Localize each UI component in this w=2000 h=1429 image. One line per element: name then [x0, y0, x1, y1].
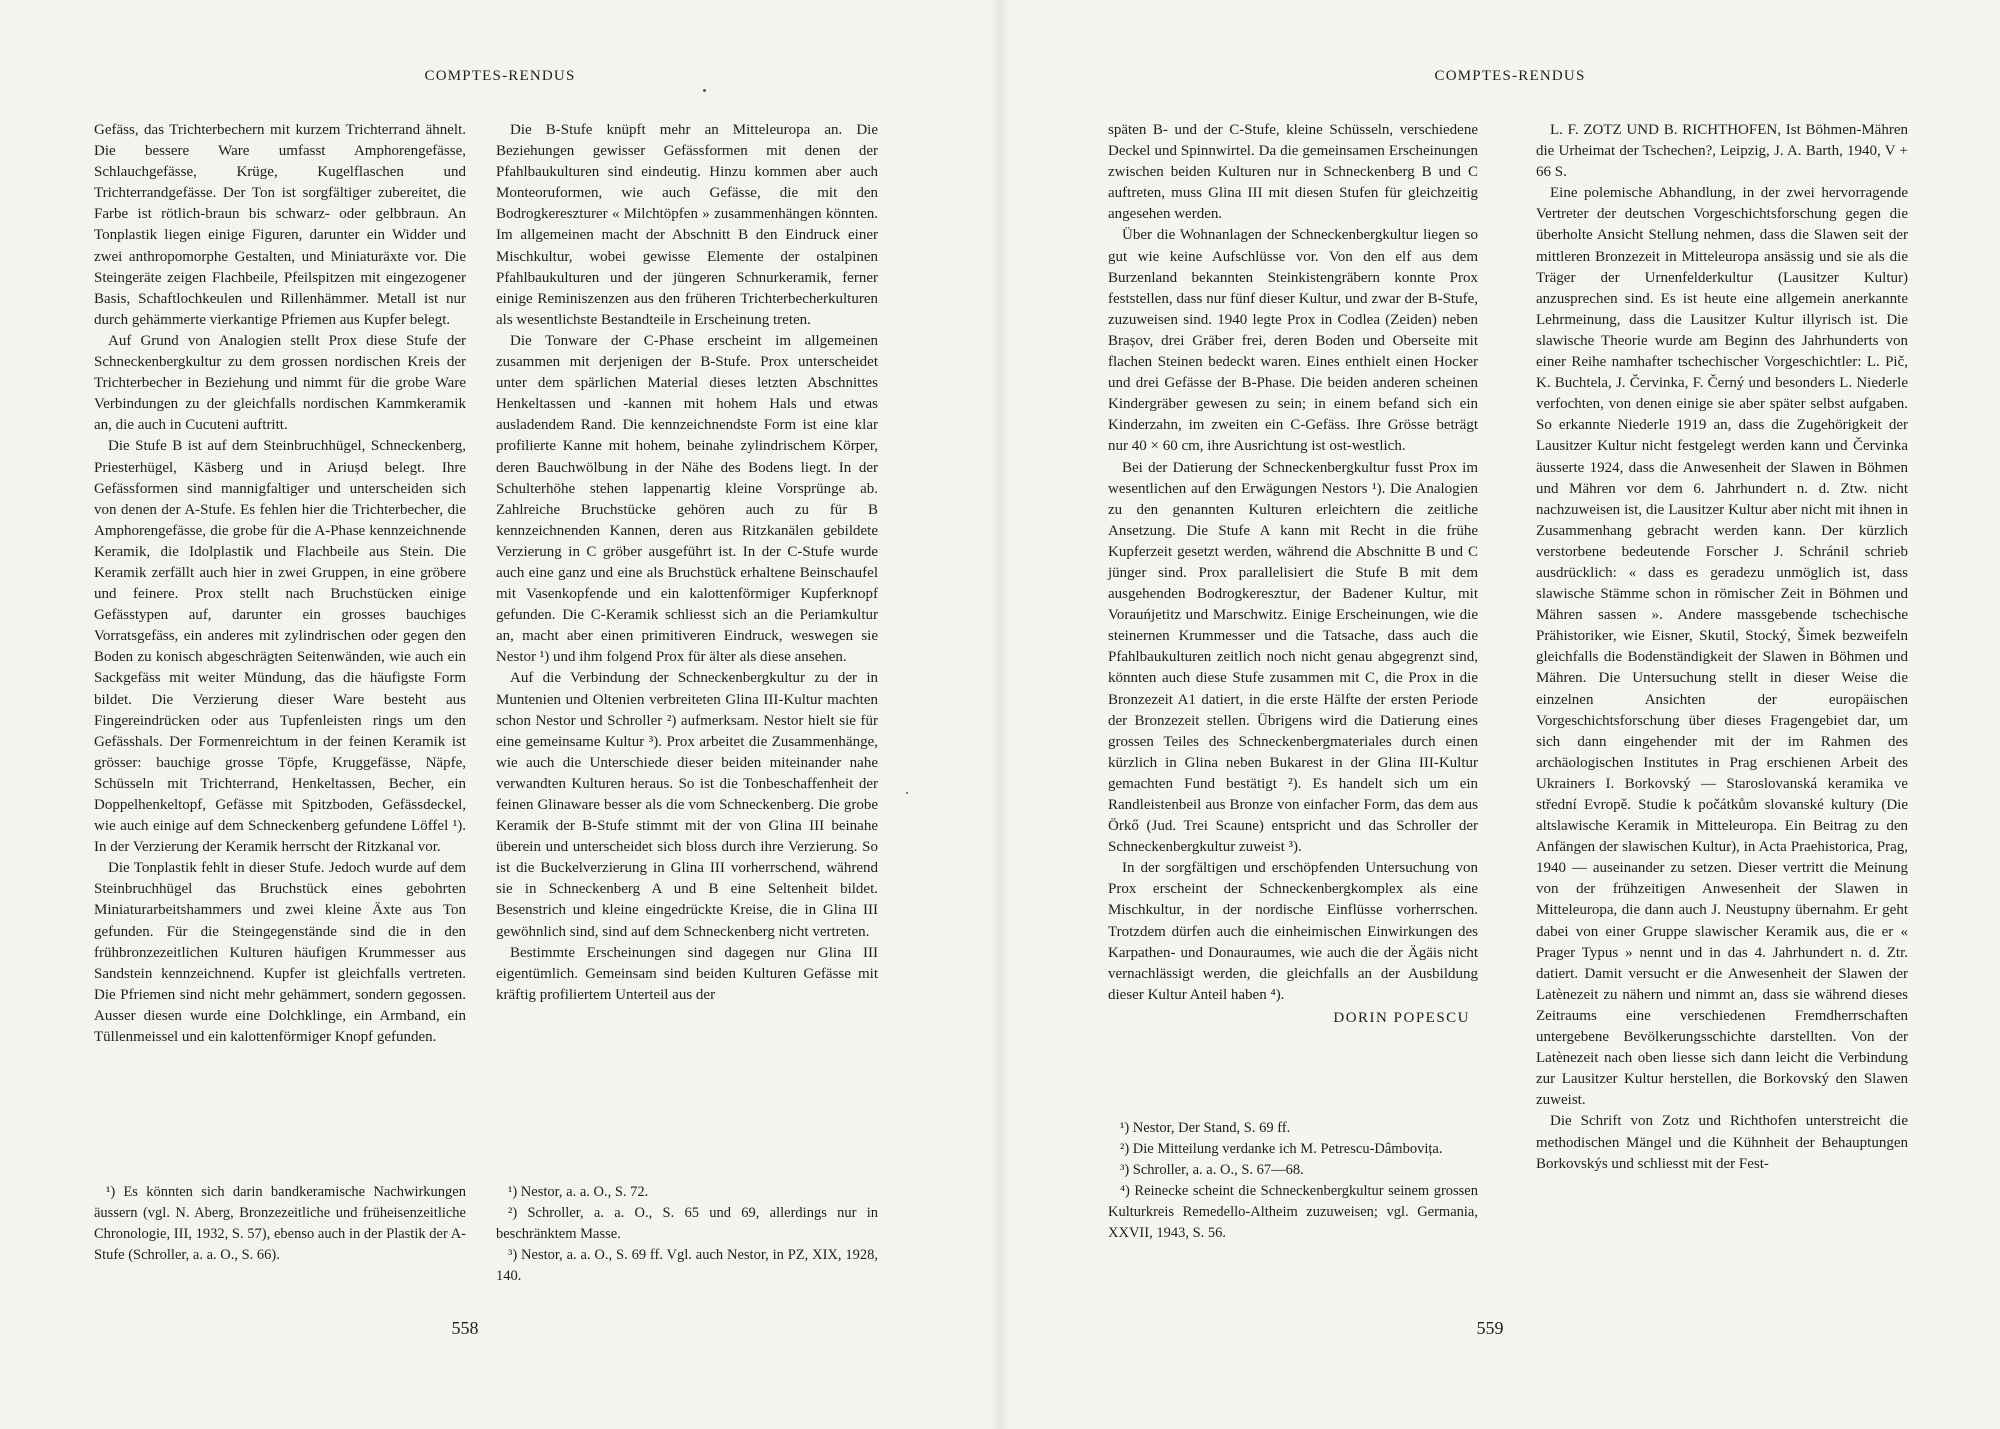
- footnote: ²) Die Mitteilung verdanke ich M. Petrescu-Dâmbovița.: [1120, 1141, 1443, 1157]
- right-page: [1000, 0, 2000, 1429]
- author-signature: DORIN POPESCU: [1333, 1009, 1470, 1026]
- footnote: ³) Nestor, a. a. O., S. 69 ff. Vgl. auch Nestor, in PZ, XIX, 1928, 140.: [496, 1247, 878, 1284]
- paragraph: In der sorgfältigen und erschöpfenden Untersuchung von Prox erscheint der Schneckenbergkomplex als eine Mischkultur, in der nordische Einflüsse vorherrschen. Trotzdem dürfen auch die einheimischen Einwirkungen des Karpathen- und Donauraumes, wie auch die der Ägäis nicht vernachlässigt werden, die gleichfalls an der Ausbildung dieser Kultur Anteil haben ⁴).: [1108, 860, 1478, 1003]
- running-head: COMPTES-RENDUS: [424, 68, 576, 84]
- scan-speck: [703, 89, 706, 92]
- paragraph: Bestimmte Erscheinungen sind dagegen nur Glina III eigentümlich. Gemeinsam sind beiden Kulturen Gefässe mit kräftig profiliertem Unterteil aus der: [496, 944, 878, 1003]
- page-number: 558: [451, 1318, 479, 1338]
- paragraph: Auf Grund von Analogien stellt Prox diese Stufe der Schneckenbergkultur zu dem grossen nordischen Kreis der Trichterbecher in Beziehung und nimmt für die grobe Ware Verbindungen zu der gleichfalls nordischen Kammkeramik an, die auch in Cucuteni auftritt.: [94, 332, 466, 434]
- paragraph: späten B- und der C-Stufe, kleine Schüsseln, verschiedene Deckel und Spinnwirtel. Da die gemeinsamen Erscheinungen zwischen beiden Kulturen nur in Schneckenberg B und C auftreten, muss Glina III mit diesen Stufen für gleichzeitig angesehen werden.: [1108, 122, 1478, 223]
- footnote: ¹) Nestor, a. a. O., S. 72.: [508, 1184, 649, 1200]
- paragraph: Die Stufe B ist auf dem Steinbruchhügel, Schneckenberg, Priesterhügel, Käsberg und in Ariușd belegt. Ihre Gefässformen sind mannigfaltiger und unterscheiden sich von denen der A-Stufe. Es fehlen hier die Trichterbecher, die Amphorengefässe, die grobe für die A-Phase kennzeichnende Keramik, die Idolplastik und Flachbeile aus Stein. Die Keramik zerfällt auch hier in zwei Gruppen, in eine gröbere und feinere. Prox stellt nach Bruchstücken einige Gefässtypen auf, darunter ein grosses bauchiges Vorratsgefäss, ein anderes mit zylindrischen oder gegen den Boden zu konisch abgeschrägten Seitenwänden, wie auch ein Sackgefäss mit weiter Mündung, das die häufigste Form bildet. Die Verzierung dieser Ware besteht aus Fingereindrücken oder aus Tupfenleisten rings um den Gefässhals. Der Formenreichtum in der feinen Keramik ist grösser: bauchige grosse Töpfe, Kruggefässe, Näpfe, Schüsseln mit Trichterrand, Henkeltassen, Becher, ein Doppelhenkeltopf, Gefässe mit Spitzboden, Gefässdeckel, wie auch einige auf dem Schneckenberg gefundene Löffel ¹). In der Verzierung der Keramik herrscht der Ritzkanal vor.: [94, 438, 466, 856]
- book-gutter: [990, 0, 1010, 1429]
- footnote: ¹) Nestor, Der Stand, S. 69 ff.: [1120, 1120, 1291, 1136]
- footnote: ²) Schroller, a. a. O., S. 65 und 69, allerdings nur in beschränktem Masse.: [496, 1205, 878, 1242]
- running-head: COMPTES-RENDUS: [1434, 68, 1586, 84]
- footnotes-left-col2: [496, 1182, 878, 1287]
- review-heading: L. F. ZOTZ UND B. RICHTHOFEN, Ist Böhmen-Mähren die Urheimat der Tschechen?, Leipzig, J. A. Barth, 1940, V + 66 S.: [1536, 122, 1908, 181]
- footnote: ¹) Es könnten sich darin bandkeramische Nachwirkungen äussern (vgl. N. Aberg, Bronzezeitliche und früheisenzeitliche Chronologie, III, 1932, S. 57), ebenso auch in der Plastik der A-Stufe (Schroller, a. a. O., S. 66).: [94, 1184, 466, 1263]
- paragraph: Gefäss, das Trichterbechern mit kurzem Trichterrand ähnelt. Die bessere Ware umfasst Amphorengefässe, Schlauchgefässe, Krüge, Kugelflaschen und Trichterrandgefässe. Der Ton ist sorgfältiger zubereitet, die Farbe ist rötlich-braun bis schwarz- oder gelbbraun. An Tonplastik liegen einige Figuren, darunter ein Widder und zwei anthropomorphe Gestalten, und Miniaturäxte vor. Die Steingeräte zeigen Flachbeile, Pfeilspitzen mit eingezogener Basis, Schaftlochkeulen und Rillenhämmer. Metall ist nur durch gehämmerte vierkantige Pfriemen aus Kupfer belegt.: [94, 122, 466, 328]
- footnotes-left-col1: [94, 1182, 466, 1266]
- footnote: ³) Schroller, a. a. O., S. 67—68.: [1120, 1162, 1304, 1178]
- left-column-2: [496, 120, 878, 1006]
- footnotes-right: [1108, 1118, 1478, 1244]
- scan-speck: [906, 792, 908, 794]
- paragraph: Über die Wohnanlagen der Schneckenbergkultur liegen so gut wie keine Aufschlüsse vor. Von den elf aus dem Burzenland bekannten Steinkistengräbern konnte Prox feststellen, dass nur fünf dieser Kultur, und zwar der B-Stufe, zuzuweisen sind. 1940 legte Prox in Codlea (Zeiden) neben Brașov, drei Gräber frei, deren Boden und Oberseite mit flachen Steinen bedeckt waren. Eines enthielt einen Hocker und drei Gefässe der B-Phase. Die beiden anderen scheinen Kindergräber gewesen zu sein; in einem befand sich ein Kinderzahn, im zweiten ein C-Gefäss. Ihre Grösse beträgt nur 40 × 60 cm, ihre Ausrichtung ist ost-westlich.: [1108, 227, 1478, 455]
- paragraph: Bei der Datierung der Schneckenbergkultur fusst Prox im wesentlichen auf den Erwägungen Nestors ¹). Die Analogien zu den genannten Kulturen erleichtern die zeitliche Ansetzung. Die Stufe A kann mit Recht in die frühe Kupferzeit gesetzt werden, während die Abschnitte B und C jünger sind. Prox parallelisiert die Stufe B mit dem ausgehenden Bodrogkeresztur, der Badener Kultur, mit Vorauńjetitz und Marschwitz. Einige Erscheinungen, wie die steinernen Krummesser und die Tatsache, dass auch die Pfahlbaukulturen zeitlich noch nicht genau abgegrenzt sind, könnten auch diese Stufe zusammen mit C, die Prox in die Bronzezeit A1 datiert, in die erste Hälfte der ersten Periode der Bronzezeit stellen. Übrigens wird die Datierung eines grossen Teiles des Schneckenbergmateriales durch einen kürzlich in Glina neben Bukarest in der Glina III-Kultur gemachten Fund bestätigt ²). Es handelt sich um ein Randleistenbeil aus Bronze von einfacher Form, das dem aus Örkő (Jud. Trei Scaune) entspricht und das Schroller der Schneckenbergkultur zuweist ³).: [1108, 459, 1478, 856]
- paragraph: Eine polemische Abhandlung, in der zwei hervorragende Vertreter der deutschen Vorgeschichtsforschung gegen die überholte Ansicht Stellung nehmen, dass die Slawen seit der mittleren Bronzezeit in Mitteleuropa ansässig und sie als die Träger der Urnenfelderkultur (Lausitzer Kultur) anzusprechen sind. Es ist heute eine allgemein anerkannte Lehrmeinung, dass die Lausitzer Kultur illyrisch ist. Die slawische Theorie wurde am Beginn des Jahrhunderts von einer Reihe namhafter tschechischer Vorgeschichtler: L. Pič, K. Buchtela, J. Červinka, F. Černý und besonders L. Niederle verfochten, von denen einige sie aber später selbst aufgaben. So erkannte Niederle 1919 an, dass die Zugehörigkeit der Lausitzer Kultur nicht festgelegt werden kann und Červinka äusserte 1924, dass die Anwesenheit der Slawen in Böhmen und Mähren vor dem 6. Jahrhundert n. d. Ztw. nicht nachzuweisen ist, die Lausitzer Kultur aber nicht mit ihnen in Zusammenhang gebracht werden kann. Der kürzlich verstorbene bedeutende Forscher J. Schránil schrieb ausdrücklich: « dass es geradezu unmöglich ist, dass slawische Stämme schon in römischer Zeit in Böhmen und Mähren sassen ». Andere massgebende tschechische Prähistoriker, wie Eisner, Skutil, Stocký, Šimek bezweifeln gleichfalls die Bodenständigkeit der Slawen in Böhmen und Mähren. Die Untersuchung stellt in dieser Weise die einzelnen Ansichten der europäischen Vorgeschichtsforschung über dieses Fragengebiet dar, um sich dann eingehender mit der im Rahmen des archäologischen Institutes in Prag erschienen Arbeit des Ukrainers I. Borkovský — Staroslovanská keramika ve střední Evropě. Studie k počátkům slovanské kultury (Die altslawische Keramik in Mitteleuropa. Ein Beitrag zu den Anfängen der slawischen Kultur), in Acta Praehistorica, Prag, 1940 — auseinander zu setzen. Dieser vertritt die Meinung von der frühzeitigen Anwesenheit der Slawen in Mitteleuropa, die dann auch J. Neustupny übernahm. Er geht dabei von einer Gruppe slawischer Keramik aus, die er « Prager Typus » nennt und in das 4. Jahrhundert n. d. Ztr. datiert. Damit versucht er die Anwesenheit der Slawen der Latènezeit zu nähern und nimmt an, dass sie während dieses Zeitraums eine verschiedenen Fremdherrschaften untergebene Bevölkerungsschichte darstellten. Von der Latènezeit nach oben liesse sich dann leicht die Verbindung zur Lausitzer Kultur herstellen, die Borkovský den Slawen zuweist.: [1536, 185, 1908, 1109]
- paragraph: Die Schrift von Zotz und Richthofen unterstreicht die methodischen Mängel und die Kühnheit der Behauptungen Borkovskýs und schliesst mit der Fest-: [1536, 1113, 1908, 1172]
- paragraph: Die B-Stufe knüpft mehr an Mitteleuropa an. Die Beziehungen gewisser Gefässformen mit denen der Pfahlbaukulturen sind eindeutig. Hinzu kommen aber auch Monteoruformen, wie auch Gefässe, die mit den Bodrogkereszturer « Milchtöpfen » zusammenhängen könnten. Im allgemeinen macht der Abschnitt B den Eindruck einer Mischkultur, wobei gewisse Elemente der ostalpinen Pfahlbaukulturen und der jüngeren Schnurkeramik, ferner einige Reminiszenzen aus den früheren Trichterbecherkulturen als wesentlichste Bestandteile in Erscheinung treten.: [496, 122, 878, 328]
- paragraph: Die Tonware der C-Phase erscheint im allgemeinen zusammen mit derjenigen der B-Stufe. Prox unterscheidet unter dem spärlichen Material dieses letzten Abschnittes Henkeltassen und -kannen mit hohem Hals und etwas ausladendem Rand. Die kennzeichnendste Form ist eine klar profilierte Kanne mit hohem, beinahe zylindrischem Körper, deren Bauchwölbung in der Nähe des Bodens liegt. In der Schulterhöhe stehen lappenartig kleine Vorsprünge ab. Zahlreiche Bruchstücke gehören auch zu für B kennzeichnenden Kannen, deren aus Ritzkanälen gebildete Verzierung in C gröber ausgeführt ist. In der C-Stufe wurde auch eine ganz und eine als Bruchstück erhaltene Beinschaufel mit Vasenkopfende und ein kalottenförmiger Kupferknopf gefunden. Die C-Keramik schliesst sich an die Periamkultur an, macht aber einen primitiveren Eindruck, weswegen sie Nestor ¹) und ihm folgend Prox für älter als diese ansehen.: [496, 332, 878, 666]
- paragraph: Auf die Verbindung der Schneckenbergkultur zu der in Muntenien und Oltenien verbreiteten Glina III-Kultur machten schon Nestor und Schroller ²) aufmerksam. Nestor hielt sie für eine gemeinsame Kultur ³). Prox arbeitet die Zusammenhänge, wie auch die Unterschiede dieser beiden miteinander nahe verwandten Kulturen heraus. So ist die Tonbeschaffenheit der feinen Glinaware besser als die vom Schneckenberg. Die grobe Keramik der B-Stufe stimmt mit der von Glina III beinahe überein und unterscheidet sich bloss durch ihre Verzierung. So ist die Buckelverzierung in Glina III vorherrschend, während sie in Schneckenberg A und B eine Seltenheit bildet. Besenstrich und kleine eingedrückte Kreise, die in Glina III gewöhnlich sind, sind auf dem Schneckenberg nicht vertreten.: [496, 670, 878, 940]
- right-column-2: [1536, 120, 1908, 1175]
- paragraph: Die Tonplastik fehlt in dieser Stufe. Jedoch wurde auf dem Steinbruchhügel das Bruchstück eines gebohrten Miniaturarbeitshammers und zwei kleine Äxte aus Ton gefunden. Für die Steingegenstände sind die in den frühbronzezeitlichen Kulturen häufigen Krummesser aus Sandstein kennzeichnend. Kupfer ist gleichfalls vertreten. Die Pfriemen sind nicht mehr gehämmert, sondern gegossen. Ausser diesen wurde eine Dolchklinge, ein Armband, ein Tüllenmeissel und ein kalottenförmiger Knopf gefunden.: [94, 860, 466, 1046]
- footnote: ⁴) Reinecke scheint die Schneckenbergkultur seinem grossen Kulturkreis Remedello-Altheim zuzuweisen; vgl. Germania, XXVII, 1943, S. 56.: [1108, 1183, 1478, 1241]
- right-column-1: [1108, 120, 1478, 1037]
- page-number: 559: [1476, 1318, 1504, 1338]
- left-column-1: [94, 120, 466, 1048]
